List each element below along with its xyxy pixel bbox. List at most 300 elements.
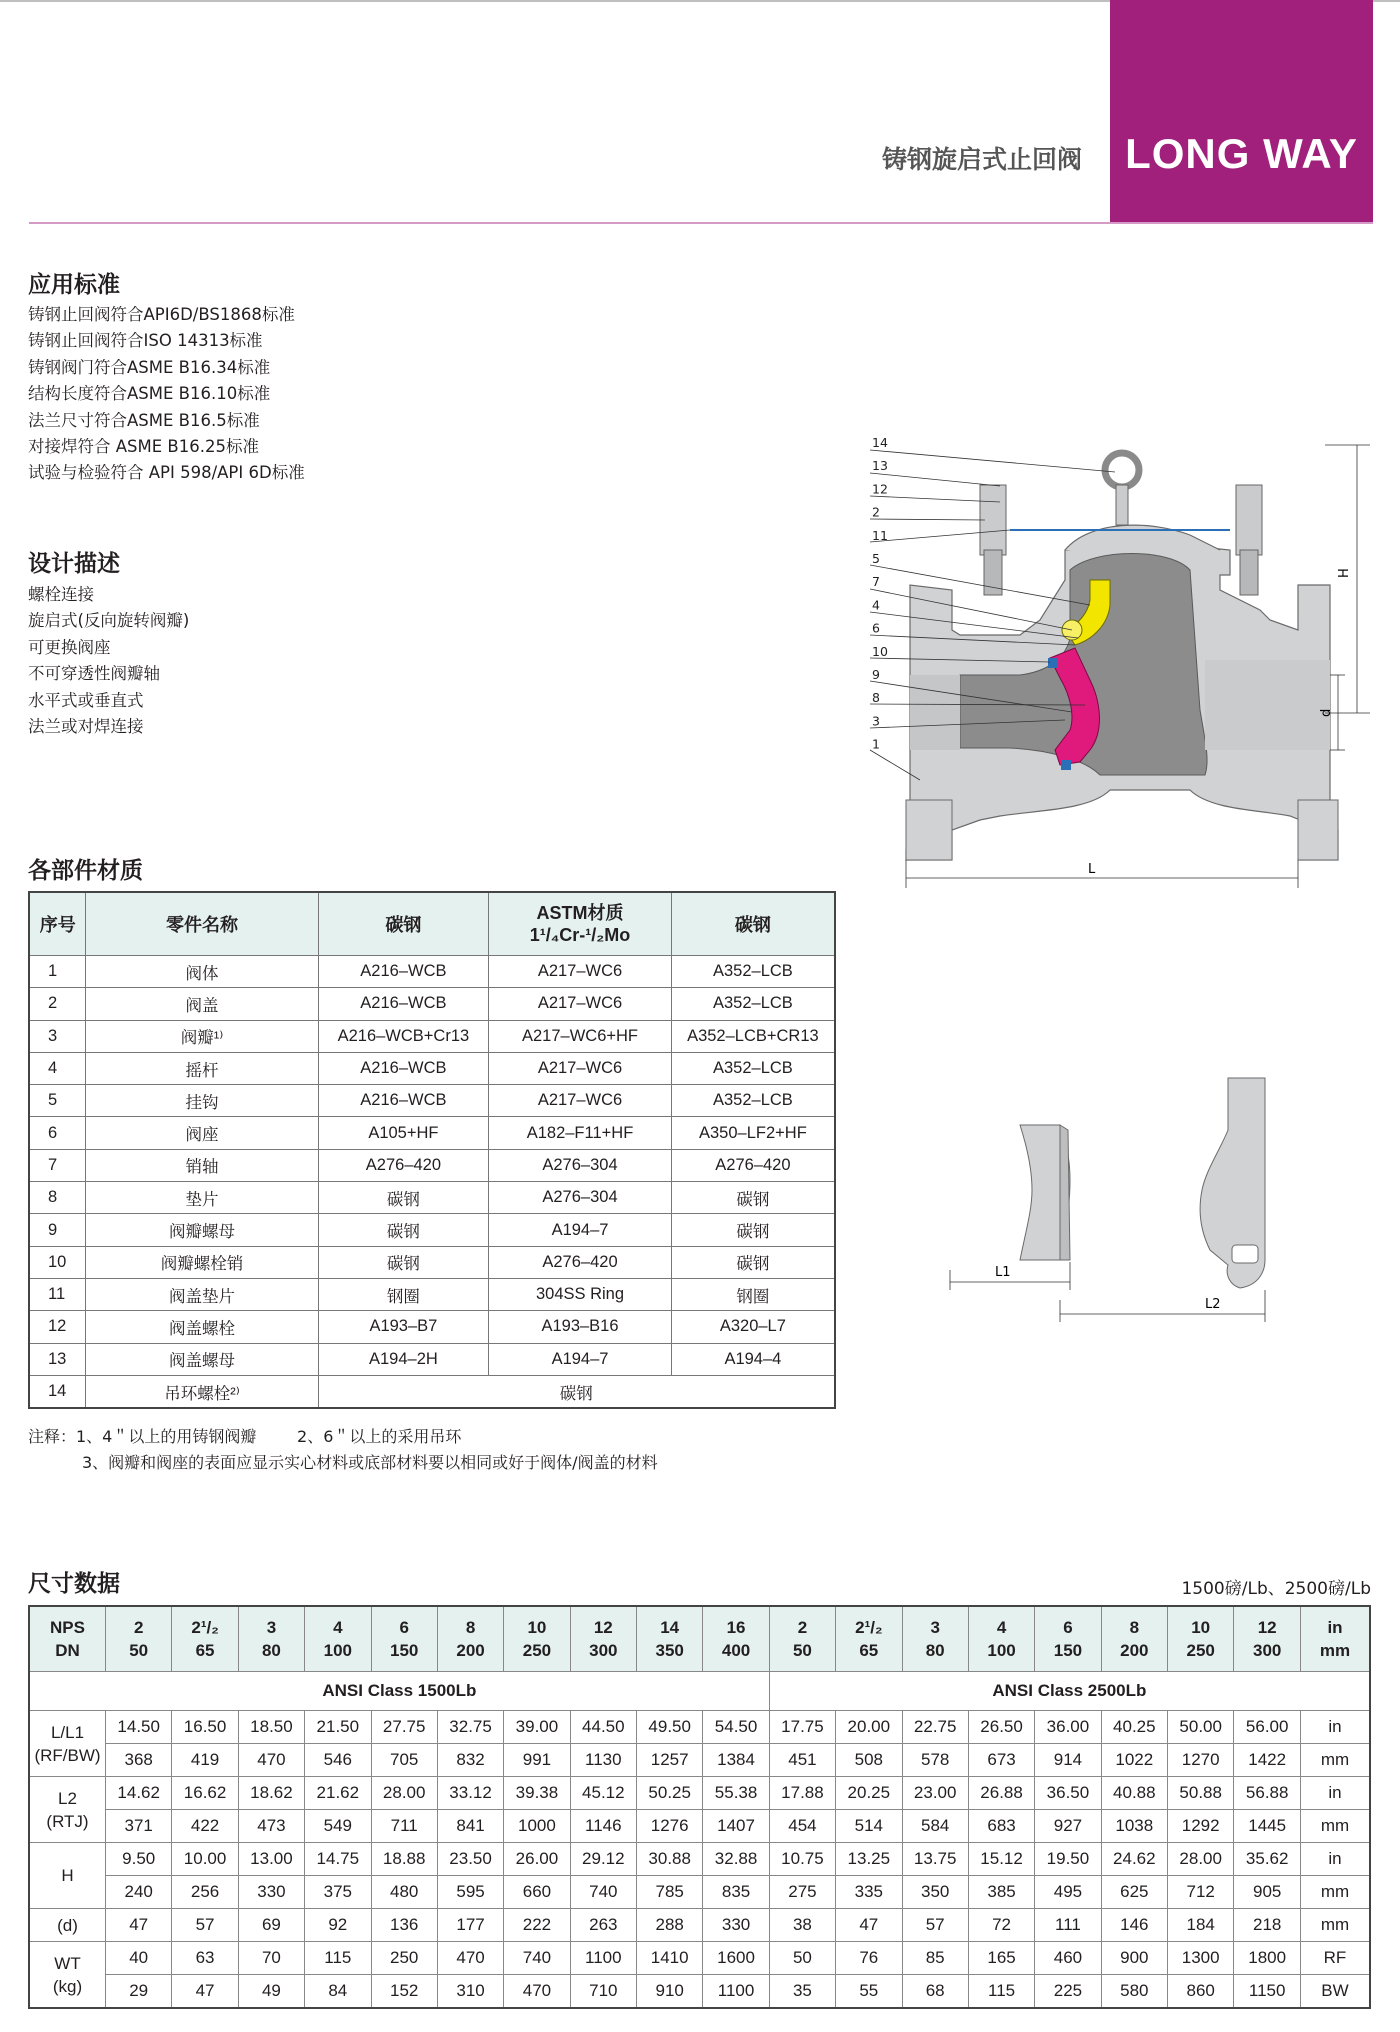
material-lowtemp: A194–4 [671,1343,835,1375]
standard-item: 铸钢阀门符合ASME B16.34标准 [28,357,271,377]
row-seq: 11 [29,1278,86,1310]
dimension-value: 115 [305,1942,371,1975]
dimension-value: 17.75 [769,1711,835,1744]
part-name: 垫片 [86,1182,318,1214]
nps-value: 12 [1257,1618,1277,1637]
design-item: 水平式或垂直式 [28,690,144,710]
dimension-value: 451 [769,1744,835,1777]
material-row [29,988,835,1020]
dimension-value: 26.88 [968,1777,1034,1810]
dimension-value: 740 [570,1876,636,1909]
dimension-value: 32.88 [703,1843,769,1876]
nps-value: 12 [593,1618,613,1637]
dimension-value: 905 [1234,1876,1301,1909]
dimension-value: 15.12 [968,1843,1034,1876]
dimension-value: 740 [504,1942,570,1975]
nps-value: 3 [266,1618,277,1637]
size-column-header [172,1606,238,1672]
material-row [29,1278,835,1310]
material-row [29,1085,835,1117]
dimension-value: 40.88 [1101,1777,1167,1810]
size-column-header [902,1606,968,1672]
standard-item: 铸钢止回阀符合API6D/BS1868标准 [28,305,295,324]
size-column-header [305,1606,371,1672]
standard-item: 试验与检验符合 API 598/API 6D标准 [28,463,305,483]
dimension-row [29,1777,1370,1810]
dimension-value: 785 [637,1876,703,1909]
material-alloy: A217–WC6+HF [489,1020,672,1052]
callout-number: 12 [872,481,888,497]
material-alloy: A276–420 [489,1246,672,1278]
part-name: 阀座 [86,1117,318,1149]
dimension-value: 1445 [1234,1810,1301,1843]
dimension-value: 835 [703,1876,769,1909]
dimension-value: 991 [504,1744,570,1777]
callout-number: 10 [872,643,888,659]
dimension-value: 578 [902,1744,968,1777]
dimension-label-main: (d) [57,1915,78,1935]
size-column-header [1168,1606,1234,1672]
dimension-value: 288 [637,1909,703,1942]
callout-number: 5 [872,551,880,566]
dimension-value: 9.50 [106,1843,172,1876]
dimension-unit: mm [1301,1876,1371,1909]
dimension-value: 1292 [1168,1810,1234,1843]
dimension-value: 222 [504,1909,570,1942]
unit-column-header [1301,1606,1371,1672]
dn-value: 250 [1186,1641,1215,1660]
dn-value: 400 [721,1641,751,1660]
dimension-label [29,1942,106,2009]
dimension-value: 13.75 [902,1843,968,1876]
dimension-value: 57 [902,1909,968,1942]
material-lowtemp: 碳钢 [671,1246,835,1278]
dimension-value: 1257 [637,1744,703,1777]
dimension-value: 14.62 [106,1777,172,1810]
dimension-unit: mm [1301,1909,1371,1942]
dimension-label [29,1843,106,1909]
dimension-value: 1100 [570,1942,636,1975]
dimension-value: 29.12 [570,1843,636,1876]
dimension-value: 13.00 [238,1843,304,1876]
dimension-value: 705 [371,1744,437,1777]
unit-mm: mm [1319,1641,1351,1660]
dn-value: 80 [925,1641,945,1660]
design-item: 法兰或对焊连接 [28,717,144,737]
dimension-value: 63 [172,1942,238,1975]
dimension-unit: RF [1301,1942,1371,1975]
dim-h-label: H [1337,568,1352,578]
class-2500-label: ANSI Class 2500Lb [769,1672,1370,1711]
design-list [28,582,189,740]
dn-value: 200 [1120,1641,1149,1660]
size-column-header [1101,1606,1167,1672]
dimension-value: 47 [172,1975,238,2009]
dimension-value: 712 [1168,1876,1234,1909]
dimension-row [29,1942,1370,1975]
standard-item: 结构长度符合ASME B16.10标准 [28,384,271,404]
dimension-value: 32.75 [437,1711,503,1744]
dimension-value: 49 [238,1975,304,2009]
material-carbon: A216–WCB+Cr13 [318,1020,489,1052]
dimension-value: 385 [968,1876,1034,1909]
dimension-value: 473 [238,1810,304,1843]
dimension-value: 1022 [1101,1744,1167,1777]
dimension-value: 256 [172,1876,238,1909]
standard-item: 铸钢止回阀符合ISO 14313标准 [28,331,263,351]
dim-l1-label: L1 [995,1265,1011,1280]
material-alloy: A276–304 [489,1149,672,1181]
material-alloy: A217–WC6 [489,1085,672,1117]
dimension-value: 508 [836,1744,902,1777]
dimension-value: 914 [1035,1744,1101,1777]
dimension-value: 22.75 [902,1711,968,1744]
dimension-row [29,1909,1370,1942]
material-carbon: 钢圈 [318,1278,489,1310]
design-heading: 设计描述 [28,551,120,577]
brand-block [1110,0,1373,222]
material-carbon: 碳钢 [318,1214,489,1246]
dimension-value: 1100 [703,1975,769,2009]
dimension-value: 55.38 [703,1777,769,1810]
nps-value: 3 [930,1618,940,1637]
col-seq: 序号 [29,892,86,956]
size-column-header [703,1606,769,1672]
dimension-value: 495 [1035,1876,1101,1909]
dimension-value: 72 [968,1909,1034,1942]
size-column-header [637,1606,703,1672]
dimension-value: 28.00 [1168,1843,1234,1876]
dimension-row [29,1744,1370,1777]
material-alloy: A276–304 [489,1182,672,1214]
dimension-row [29,1975,1370,2009]
material-carbon: A216–WCB [318,1085,489,1117]
dimension-value: 330 [238,1876,304,1909]
dimension-value: 50.25 [637,1777,703,1810]
dimension-value: 470 [504,1975,570,2009]
part-name: 阀体 [86,956,318,988]
dimension-value: 480 [371,1876,437,1909]
dn-value: 300 [589,1641,618,1660]
material-row [29,1246,835,1278]
material-row [29,1052,835,1084]
row-seq: 10 [29,1246,86,1278]
dimension-label [29,1909,106,1942]
material-lowtemp: A352–LCB [671,1052,835,1084]
dn-value: 350 [655,1641,684,1660]
size-column-header [437,1606,503,1672]
dimension-value: 660 [504,1876,570,1909]
dimension-value: 546 [305,1744,371,1777]
dimension-value: 84 [305,1975,371,2009]
dimension-value: 711 [371,1810,437,1843]
dimension-unit: in [1301,1843,1371,1876]
part-name: 销轴 [86,1149,318,1181]
materials-header-row [29,892,835,956]
dn-value: 50 [792,1641,812,1660]
dimension-value: 710 [570,1975,636,2009]
row-seq: 7 [29,1149,86,1181]
dn-value: 50 [129,1641,149,1660]
dimension-value: 115 [968,1975,1034,2009]
dimension-value: 18.50 [238,1711,304,1744]
dimension-value: 275 [769,1876,835,1909]
material-lowtemp: A352–LCB+CR13 [671,1020,835,1052]
dimension-value: 673 [968,1744,1034,1777]
dimension-value: 218 [1234,1909,1301,1942]
dimension-unit: mm [1301,1744,1371,1777]
callout-number: 3 [872,713,880,729]
dimension-row [29,1843,1370,1876]
dimension-value: 40.25 [1101,1711,1167,1744]
material-carbon: A105+HF [318,1117,489,1149]
materials-table [28,891,836,1409]
dimension-value: 45.12 [570,1777,636,1810]
dimension-value: 35 [769,1975,835,2009]
nps-label: NPS [50,1618,85,1637]
class-row [29,1672,1370,1711]
dimension-value: 371 [106,1810,172,1843]
dimension-value: 250 [371,1942,437,1975]
dimension-value: 683 [968,1810,1034,1843]
material-lowtemp: A350–LF2+HF [671,1117,835,1149]
material-carbon: A194–2H [318,1343,489,1375]
dimension-value: 580 [1101,1975,1167,2009]
dimension-value: 50.00 [1168,1711,1234,1744]
row-seq: 6 [29,1117,86,1149]
dimension-value: 177 [437,1909,503,1942]
dimension-value: 16.62 [172,1777,238,1810]
size-column-header [968,1606,1034,1672]
header-divider [29,222,1373,224]
row-seq: 4 [29,1052,86,1084]
part-name: 吊环螺栓²⁾ [86,1375,318,1408]
material-row [29,1117,835,1149]
nps-value: 6 [399,1618,409,1637]
nps-value: 14 [660,1618,680,1637]
dimension-value: 454 [769,1810,835,1843]
size-column-header [769,1606,835,1672]
material-carbon: 碳钢 [318,1246,489,1278]
dimension-value: 57 [172,1909,238,1942]
dimension-value: 26.50 [968,1711,1034,1744]
material-carbon: 碳钢 [318,1182,489,1214]
row-seq: 2 [29,988,86,1020]
dimension-value: 1000 [504,1810,570,1843]
dimension-value: 595 [437,1876,503,1909]
dimension-value: 20.25 [836,1777,902,1810]
dn-value: 80 [261,1641,281,1660]
nps-value: 2 [133,1618,144,1637]
nps-value: 2 [797,1618,808,1637]
callout-number: 11 [872,527,888,543]
size-column-header [570,1606,636,1672]
dimension-value: 56.88 [1234,1777,1301,1810]
part-name: 阀瓣螺栓销 [86,1246,318,1278]
dimension-row [29,1876,1370,1909]
dimension-value: 49.50 [637,1711,703,1744]
part-name: 阀瓣螺母 [86,1214,318,1246]
col-alloy-label: 1¹/₄Cr-¹/₂Mo [529,925,631,945]
dimension-unit: BW [1301,1975,1371,2009]
dimension-value: 625 [1101,1876,1167,1909]
material-row [29,1149,835,1181]
notes [28,1424,658,1476]
pressure-class-note: 1500磅/Lb、2500磅/Lb [1181,1579,1371,1599]
nps-value: 2¹/₂ [855,1618,883,1637]
dn-value: 150 [1053,1641,1083,1660]
dn-value: 200 [456,1641,485,1660]
row-seq: 12 [29,1311,86,1343]
standards-list [28,302,305,487]
dimension-value: 55 [836,1975,902,2009]
dimension-value: 26.00 [504,1843,570,1876]
material-alloy: A217–WC6 [489,988,672,1020]
row-seq: 9 [29,1214,86,1246]
dimension-value: 165 [968,1942,1034,1975]
dimension-value: 584 [902,1810,968,1843]
callout-number: 9 [872,667,880,682]
dn-value: 300 [1253,1641,1282,1660]
material-lowtemp: 钢圈 [671,1278,835,1310]
material-row [29,1020,835,1052]
standards-heading: 应用标准 [28,272,120,298]
dn-value: 150 [390,1641,419,1660]
callout-number: 7 [872,574,880,590]
dimension-value: 10.75 [769,1843,835,1876]
nps-value: 8 [1129,1618,1140,1637]
dimension-value: 23.00 [902,1777,968,1810]
size-column-header [371,1606,437,1672]
dim-l2-label: L2 [1205,1297,1221,1312]
dn-value: 250 [522,1641,552,1660]
material-all: 碳钢 [318,1375,835,1408]
dimension-label-main: L/L1 [50,1722,85,1742]
dimension-value: 1038 [1101,1810,1167,1843]
size-column-header [504,1606,570,1672]
dimension-row [29,1711,1370,1744]
dimension-value: 39.38 [504,1777,570,1810]
standard-item: 法兰尺寸符合ASME B16.5标准 [28,410,260,430]
callout-number: 8 [872,690,880,706]
dimension-value: 910 [637,1975,703,2009]
dimension-value: 860 [1168,1975,1234,2009]
row-seq: 14 [29,1375,86,1408]
nps-value: 8 [465,1618,476,1637]
material-lowtemp: A352–LCB [671,988,835,1020]
part-name: 挂钩 [86,1085,318,1117]
part-name: 阀瓣¹⁾ [86,1020,318,1052]
dn-value: 65 [859,1641,879,1660]
callout-number: 6 [872,620,880,636]
dimension-value: 1800 [1234,1942,1301,1975]
part-name: 阀盖螺栓 [86,1311,318,1343]
dimension-value: 69 [238,1909,304,1942]
dimension-value: 14.50 [106,1711,172,1744]
dimension-value: 460 [1035,1942,1101,1975]
material-alloy: A182–F11+HF [489,1117,672,1149]
dimension-value: 111 [1035,1909,1101,1942]
size-column-header [1234,1606,1301,1672]
col-astm-label: ASTM材质 [536,903,624,923]
size-column-header [1035,1606,1101,1672]
dimension-value: 28.00 [371,1777,437,1810]
class-1500-label: ANSI Class 1500Lb [29,1672,769,1711]
dimension-value: 29 [106,1975,172,2009]
nps-value: 10 [527,1618,547,1637]
row-seq: 8 [29,1182,86,1214]
dimension-value: 36.00 [1035,1711,1101,1744]
dn-value: 100 [987,1641,1016,1660]
dimension-value: 927 [1035,1810,1101,1843]
callout-number: 14 [872,435,888,450]
dimension-value: 136 [371,1909,437,1942]
material-lowtemp: A352–LCB [671,1085,835,1117]
dimension-value: 1270 [1168,1744,1234,1777]
unit-in: in [1327,1618,1343,1637]
dimension-value: 39.00 [504,1711,570,1744]
dimension-value: 1422 [1234,1744,1301,1777]
material-carbon: A216–WCB [318,988,489,1020]
dimension-value: 1410 [637,1942,703,1975]
dimension-value: 335 [836,1876,902,1909]
dimension-unit: mm [1301,1810,1371,1843]
material-row [29,1214,835,1246]
dimension-value: 470 [437,1942,503,1975]
nps-dn-corner [29,1606,106,1672]
dimension-label-sub: (RTJ) [46,1811,89,1831]
material-row [29,1311,835,1343]
dimension-label-main: H [61,1866,74,1885]
standard-item: 对接焊符合 ASME B16.25标准 [28,437,259,457]
note-line-2: 3、阀瓣和阀座的表面应显示实心材料或底部材料要以相同或好于阀体/阀盖的材料 [82,1453,658,1472]
material-alloy: 304SS Ring [489,1278,672,1310]
dimension-value: 30.88 [637,1843,703,1876]
material-lowtemp: A276–420 [671,1149,835,1181]
callout-number: 13 [872,458,888,474]
dimension-value: 21.62 [305,1777,371,1810]
callout-number: 4 [872,597,880,613]
col-alloy-steel [489,892,672,956]
material-alloy: A193–B16 [489,1311,672,1343]
dimension-value: 18.88 [371,1843,437,1876]
dimension-value: 70 [238,1942,304,1975]
dimension-value: 38 [769,1909,835,1942]
dimension-unit: in [1301,1711,1371,1744]
material-carbon: A276–420 [318,1149,489,1181]
material-alloy: A217–WC6 [489,956,672,988]
material-row [29,1182,835,1214]
design-item: 螺栓连接 [28,585,94,604]
row-seq: 5 [29,1085,86,1117]
dimension-value: 1384 [703,1744,769,1777]
dimension-value: 44.50 [570,1711,636,1744]
dimension-label [29,1711,106,1777]
nps-value: 6 [1063,1618,1073,1637]
brand-logo-text: LONG WAY [1125,130,1358,177]
dimension-value: 40 [106,1942,172,1975]
row-seq: 13 [29,1343,86,1375]
dimension-value: 76 [836,1942,902,1975]
dimension-value: 549 [305,1810,371,1843]
dimension-label [29,1777,106,1843]
dimension-label-main: WT [54,1953,81,1973]
col-low-temp-steel: 碳钢 [671,892,835,956]
dimension-value: 832 [437,1744,503,1777]
dimension-value: 1130 [570,1744,636,1777]
dimension-value: 1407 [703,1810,769,1843]
note-line-1: 注释：1、4＂以上的用铸钢阀瓣 2、6＂以上的采用吊环 [28,1427,462,1446]
